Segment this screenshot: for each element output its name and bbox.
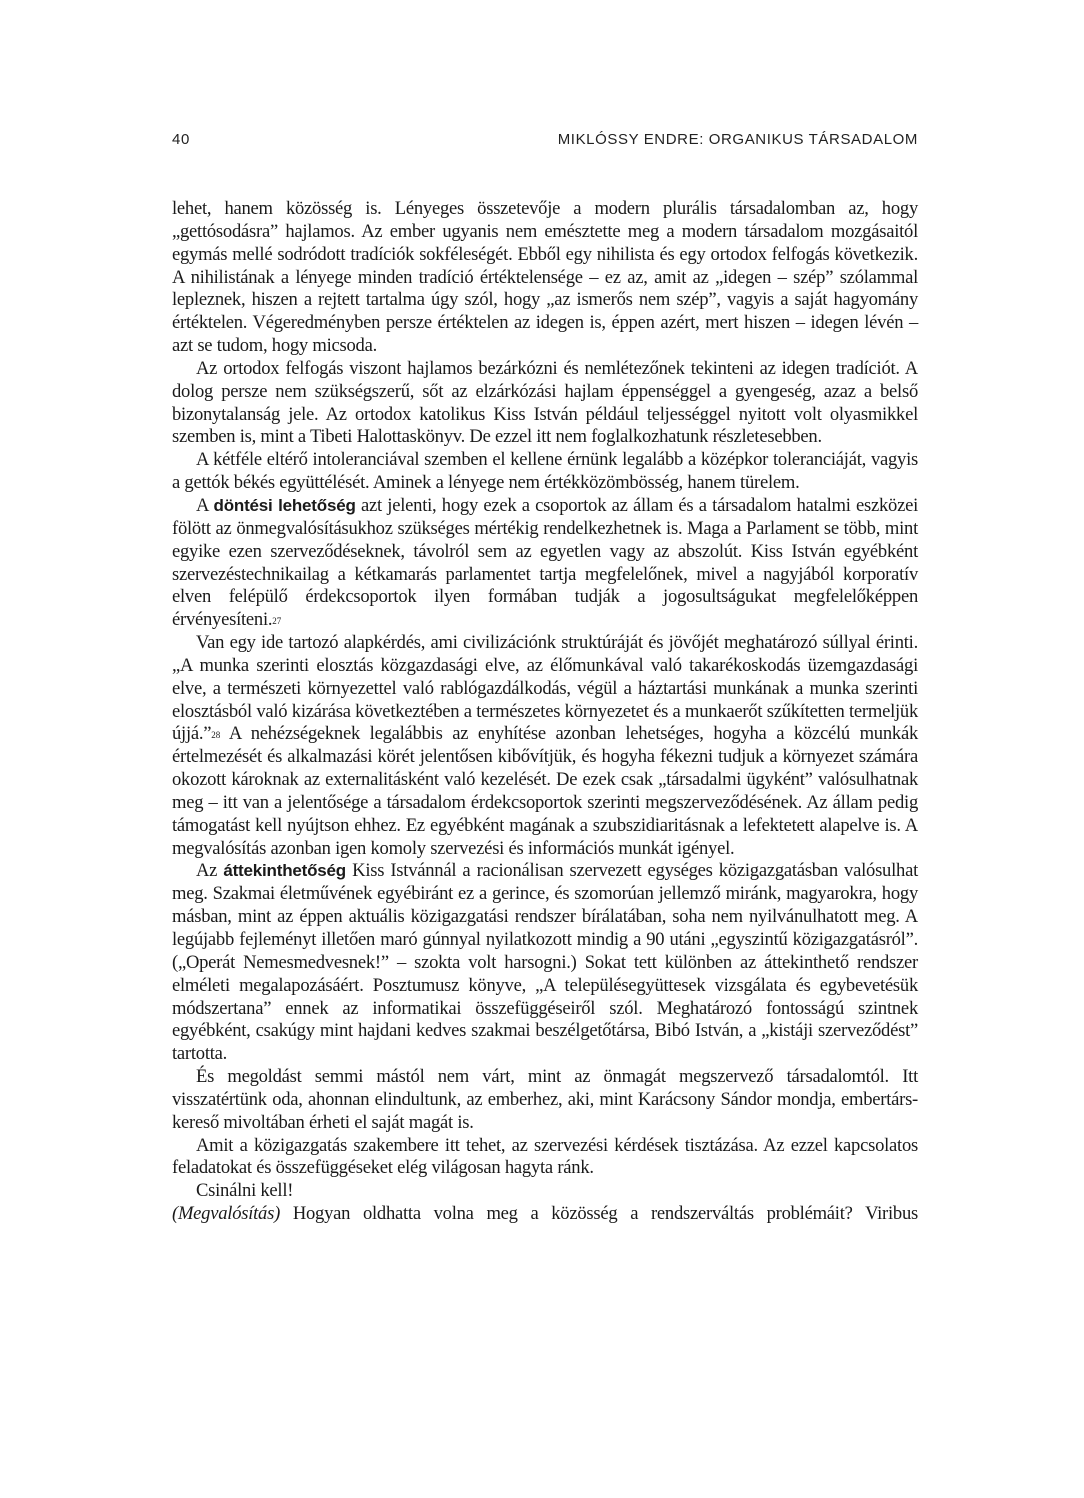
paragraph-6-text: Kiss Istvánnál a racionálisan szervezett egységes közigazgatásban valósulhat meg. Szakmai életművének egyébiránt ez a gerince, és szomorúan jellemző miránk, magyarokra, hogy másban, mint az éppen aktuális közigazgatási rendszer bírálatában, soha nem nyilvánulhatott meg. A legújabb fejleményt illetően maró gúnnyal nyilatkozott mindig a 90 utáni „egyszintű közigazgatásról”. („Operát Nemesmedvesnek!” – szokta volt harsogni.) Sokat tett különben az áttekinthető rendszer elméleti megalapozásáért. Posztumusz könyve, „A településegyüttesek vizsgálata és egybevetésük módszertana” ennek az informatikai összefüggéseiről szól. Meghatározó fontosságú szintnek egyébként, csakúgy mint hajdani kedves szakmai beszélgetőtársa, Bibó István, a „kistáji szerveződést” tartotta. (172, 860, 918, 1065)
paragraph-5 (172, 632, 918, 860)
paragraph-6 (172, 860, 918, 1066)
paragraph-10-text: Hogyan oldhatta volna meg a közösség a rendszerváltás problémáit? Viribus (280, 1203, 918, 1225)
paragraph-1: lehet, hanem közösség is. Lényeges összetevője a modern plurális társadalomban az, hogy „gettósodásra” hajlamos. Az ember ugyanis nem emésztette meg a modern társadalom mozgásaitól egymás mellé sodródott tradíciók sokféleségét. Ebből egy nihilista és egy ortodox felfogás következik. A nihilistának a lényege minden tradíció értéktelensége – ez az, amit az „idegen – szép” szólammal lepleznek, hiszen a rejtett tartalma úgy szól, hogy „az ismerős nem szép”, vagyis a saját hagyomány értéktelen. Végeredményben persze értéktelen az idegen is, éppen azért, mert hiszen – idegen lévén – azt se tudom, hogy micsoda. (172, 198, 918, 357)
paragraph-10 (172, 1203, 918, 1226)
footnote-ref-28: 28 (211, 730, 221, 741)
paragraph-9: Csinálni kell! (196, 1180, 294, 1202)
paragraph-6-start: Az (196, 860, 224, 882)
body-text (172, 198, 918, 1226)
paragraph-5-text: A nehézségeknek legalábbis az enyhítése azonban lehetséges, hogyha a közcélú munkák értelmezését és alkalmazási körét jelentősen kibővítjük, és hogyha fékezni tudjuk a környezet számára okozott károknak az externalitásként való kezelését. De ezek csak „társadalmi ügyként” valósulhatnak meg – itt van a jelentősége a társadalom érdekcsoportok szerinti megszerveződésének. Az állam pedig támogatást kell nyújtson ehhez. Ez egyébként magának a szubszidiaritásnak a lefektetett alapelve is. A megvalósítás azonban igen komoly szervezési és információs munkát igényel. (172, 723, 918, 859)
footnote-ref-27: 27 (272, 616, 282, 627)
term-dontesi-lehetoseg: döntési lehetőség (213, 495, 356, 515)
paragraph-4-text: azt jelenti, hogy ezek a csoportok az állam és a társadalom hatalmi eszközei fölött az önmegvalósításukhoz szükséges mértékig rendelkezhetnek is. Maga a Parlament se több, mint egyike ezen szerveződéseknek, távolról sem az egyetlen vagy az abszolút. Kiss István egyébként szervezéstechnikailag a kétkamarás parlamentet tartja megfelelőnek, mivel a nagyjából korporatív elven felépülő érdekcsoportok ilyen formában tudják a jogosultságukat megfelelőképpen érvényesíteni. (172, 494, 918, 631)
page-number: 40 (172, 131, 190, 148)
paragraph-3: A kétféle eltérő intoleranciával szemben el kellene érnünk legalább a középkor toleranciáját, vagyis a gettók békés együttélését. Aminek a lényege nem értékközömbösség, hanem türelem. (172, 449, 918, 494)
term-attekinthetoseg: áttekinthetőség (223, 861, 346, 881)
heading-megvalositas: (Megvalósítás) (172, 1203, 281, 1225)
paragraph-2: Az ortodox felfogás viszont hajlamos bezárkózni és nemlétezőnek tekinteni az idegen tradíciót. A dolog persze nem szükségszerű, sőt az elzárkózási hajlam éppenséggel a gyengeség, azaz a belső bizonytalanság jele. Az ortodox katolikus Kiss István például teljességgel nyitott volt olyasmikkel szemben is, mint a Tibeti Halottaskönyv. De ezzel itt nem foglalkozhatunk részletesebben. (172, 357, 918, 448)
paragraph-7: És megoldást semmi mástól nem várt, mint az önmagát megszervező társadalomtól. Itt visszatértünk oda, ahonnan elindultunk, az emberhez, aki, mint Karácsony Sándor mondja, embertárs-kereső mivoltában érheti el saját magát is. (172, 1066, 918, 1133)
paragraph-4 (172, 495, 918, 632)
paragraph-5-quote: Van egy ide tartozó alapkérdés, ami civilizációnk struktúráját és jövőjét meghatározó súllyal érinti. „A munka szerinti elosztás közgazdasági elve, az élőmunkával való takarékoskodás üzemgazdasági elve, a természeti környezettel való rablógazdálkodás, végül a háztartási munkának a munka szerinti elosztásból való kizárása következtében a természetes környezetet és a munkaerőt szűkítetten termeljük újjá.” (172, 632, 918, 745)
running-title: MIKLÓSSY ENDRE: ORGANIKUS TÁRSADALOM (557, 131, 918, 148)
paragraph-4-start: A (196, 494, 214, 516)
paragraph-8: Amit a közigazgatás szakembere itt tehet, az szervezési kérdések tisztázása. Az ezzel kapcsolatos feladatokat és összefüggéseket elég világosan hagyta ránk. (172, 1134, 918, 1179)
running-header (172, 131, 918, 155)
